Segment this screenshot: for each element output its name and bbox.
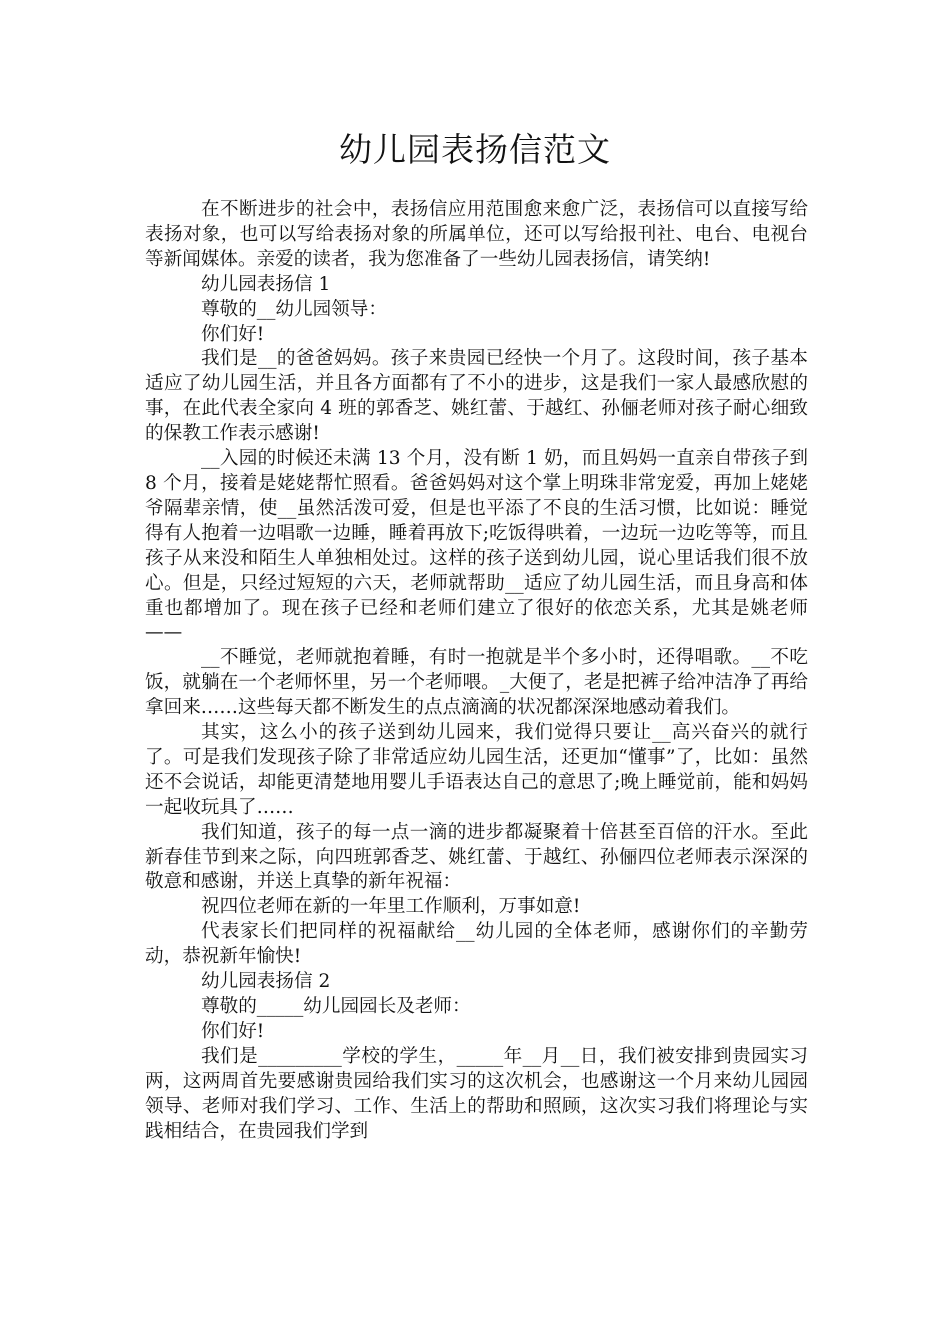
body-paragraph: 我们是_________学校的学生，_____年__月__日，我们被安排到贵园实习两，这两周首先要感谢贵园给我们实习的这次机会，也感谢这一个月来幼儿园园领导、老师对我们学习、工作、生活上的帮助和照顾，这次实习我们将理论与实践相结合，在贵园我们学到: [145, 1045, 808, 1142]
wish-line: 祝四位老师在新的一年里工作顺利，万事如意!: [201, 896, 581, 918]
intro-paragraph: 在不断进步的社会中，表扬信应用范围愈来愈广泛，表扬信可以直接写给表扬对象，也可以写给表扬对象的所属单位，还可以写给报刊社、电台、电视台等新闻媒体。亲爱的读者，我为您准备了一些幼儿园表扬信，请笑纳!: [145, 199, 808, 270]
section-heading-letter-2: 幼儿园表扬信 2: [201, 971, 331, 993]
salutation: 尊敬的__幼儿园领导：: [201, 298, 387, 320]
greeting: 你们好!: [201, 323, 265, 345]
document-title: 幼儿园表扬信范文: [339, 130, 611, 169]
section-heading-letter-1: 幼儿园表扬信 1: [201, 273, 331, 295]
body-paragraph: __不睡觉，老师就抱着睡，有时一抱就是半个多小时，还得唱歌。__不吃饭，就躺在一个老师怀里，另一个老师喂。_大便了，老是把裤子给冲洁净了再给拿回来……这些每天都不断发生的点点滴滴的状况都深深地感动着我们。: [145, 647, 808, 719]
document-body: [145, 198, 808, 1144]
body-paragraph: __入园的时候还未满 13 个月，没有断 1 奶，而且妈妈一直亲自带孩子到 8 个月，接着是姥姥帮忙照看。爸爸妈妈对这个掌上明珠非常宠爱，再加上姥姥爷隔辈亲情，使__虽然活泼可爱，但是也平添了不良的生活习惯，比如说：睡觉得有人抱着一边唱歌一边睡，睡着再放下;吃饭得哄着，一边玩一边吃等等，而且孩子从来没和陌生人单独相处过。这样的孩子送到幼儿园，说心里话我们很不放心。但是，只经过短短的六天，老师就帮助__适应了幼儿园生活，而且身高和体重也都增加了。现在孩子已经和老师们建立了很好的依恋关系，尤其是姚老师——: [145, 448, 808, 644]
body-paragraph: 代表家长们把同样的祝福献给__幼儿园的全体老师，感谢你们的辛勤劳动，恭祝新年愉快!: [145, 921, 808, 968]
salutation: 尊敬的_____幼儿园园长及老师：: [201, 996, 471, 1017]
greeting: 你们好!: [201, 1020, 265, 1042]
body-paragraph: 我们是__的爸爸妈妈。孩子来贵园已经快一个月了。这段时间，孩子基本适应了幼儿园生活，并且各方面都有了不小的进步，这是我们一家人最感欣慰的事，在此代表全家向 4 班的郭香芝、姚红蕾、于越红、孙俪老师对孩子耐心细致的保教工作表示感谢!: [145, 348, 808, 445]
body-paragraph: 我们知道，孩子的每一点一滴的进步都凝聚着十倍甚至百倍的汗水。至此新春佳节到来之际，向四班郭香芝、姚红蕾、于越红、孙俪四位老师表示深深的敬意和感谢，并送上真挚的新年祝福：: [145, 821, 808, 893]
body-paragraph: 其实，这么小的孩子送到幼儿园来，我们觉得只要让__高兴奋兴的就行了。可是我们发现孩子除了非常适应幼儿园生活，还更加“懂事”了，比如：虽然还不会说话，却能更清楚地用婴儿手语表达自己的意思了;晚上睡觉前，能和妈妈一起收玩具了……: [145, 722, 808, 818]
